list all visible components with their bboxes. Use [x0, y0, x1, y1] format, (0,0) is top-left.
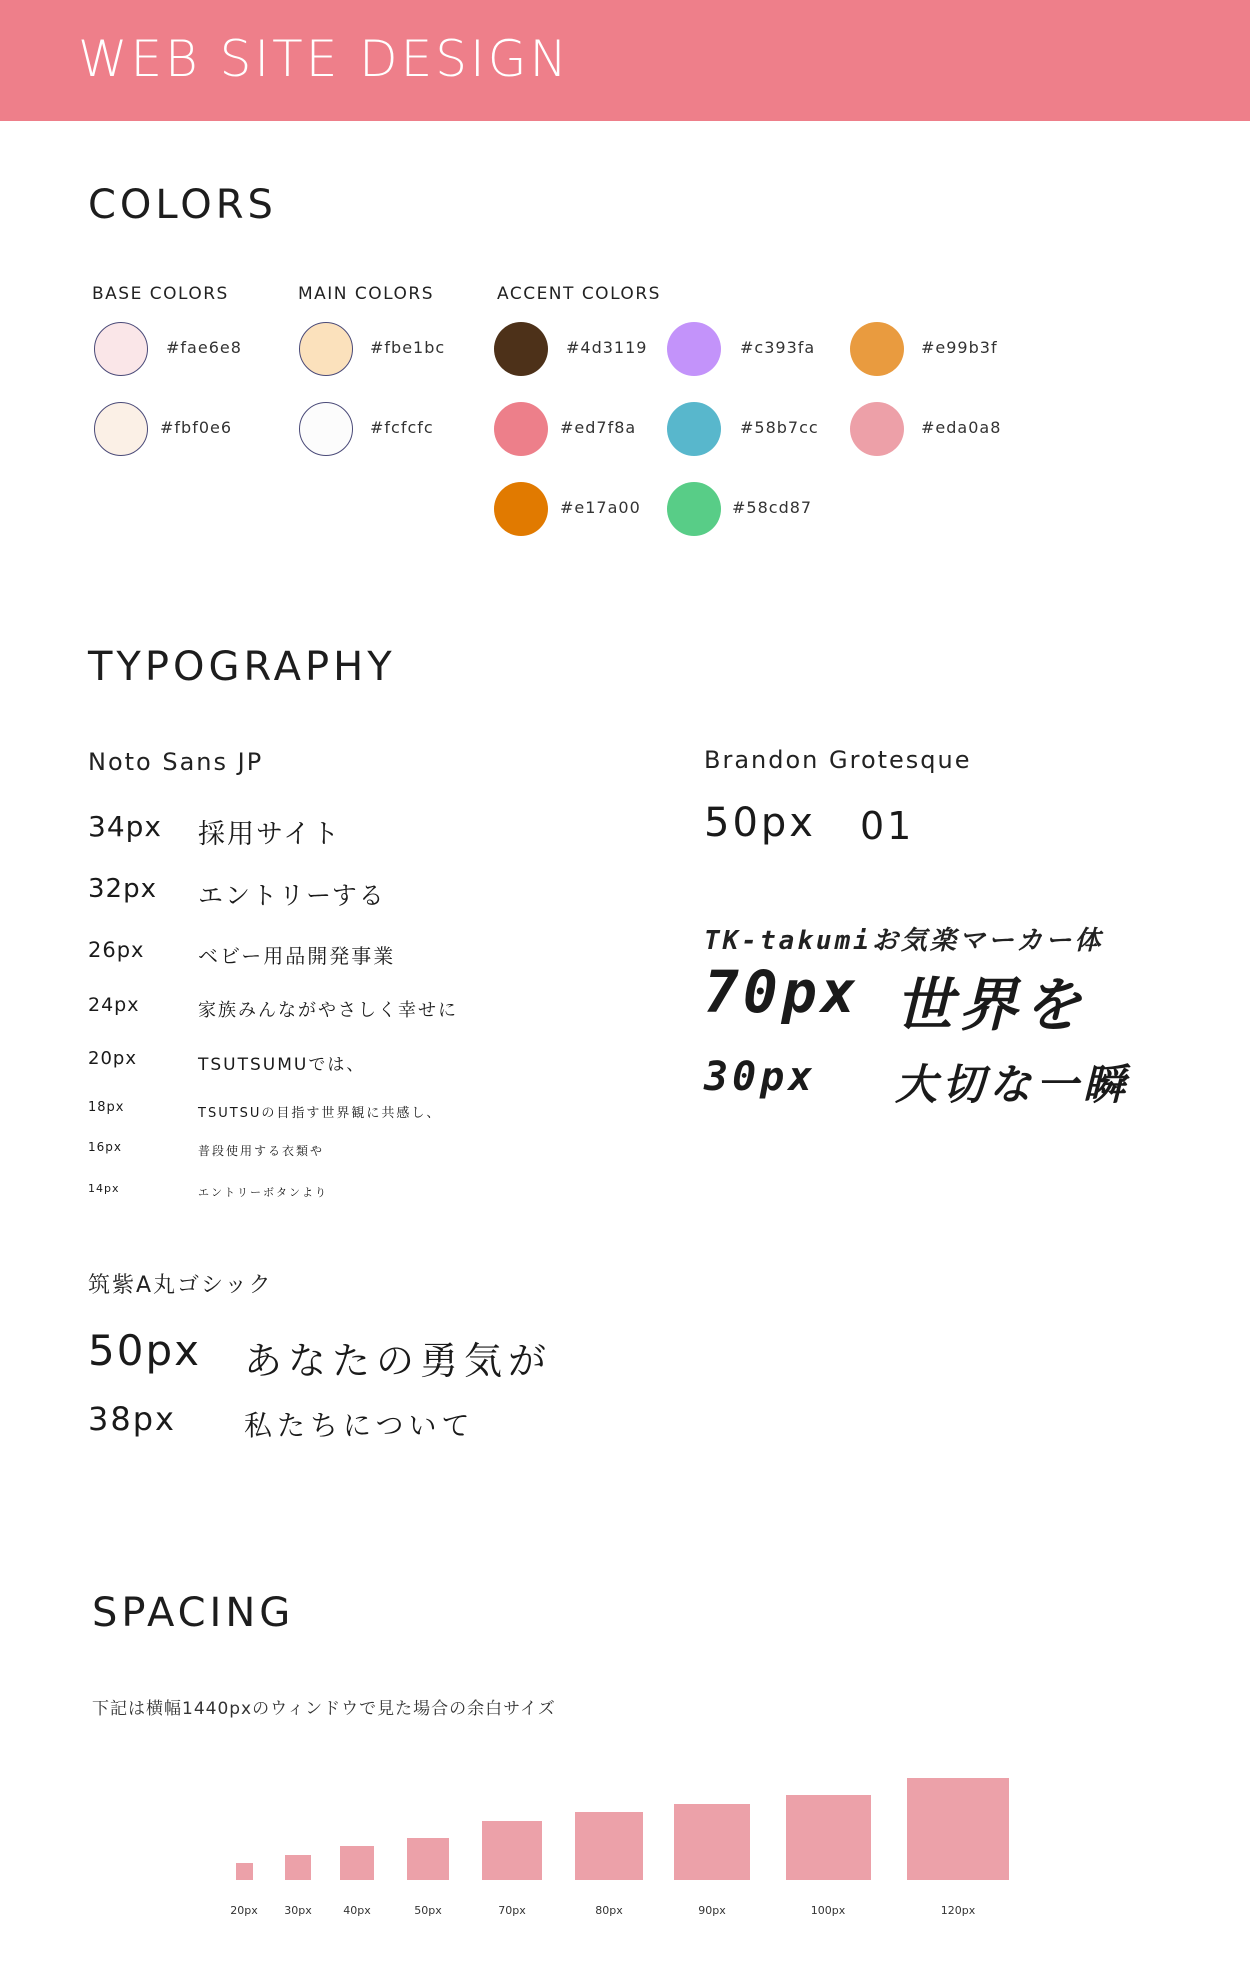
accent-color-swatch: [494, 322, 548, 376]
noto-size-label: 34px: [88, 810, 162, 843]
spacing-bar-label: 50px: [414, 1904, 442, 1917]
main-colors-label: MAIN COLORS: [298, 284, 435, 304]
noto-size-label: 18px: [88, 1100, 125, 1115]
tk-font-name: TK-takumiお気楽マーカー体: [704, 926, 1104, 956]
noto-size-label: 14px: [88, 1182, 120, 1195]
main-color-hex: #fbe1bc: [370, 338, 446, 357]
spacing-bar: [236, 1863, 253, 1880]
accent-color-swatch: [494, 402, 548, 456]
accent-color-hex: #c393fa: [740, 338, 816, 357]
accent-color-swatch: [667, 322, 721, 376]
base-color-hex: #fae6e8: [166, 338, 242, 357]
spacing-bar: [674, 1804, 751, 1881]
spacing-bar: [407, 1838, 450, 1881]
header-bar: [0, 0, 1250, 121]
spacing-bar: [575, 1812, 643, 1880]
noto-size-label: 26px: [88, 938, 145, 962]
accent-color-hex: #58cd87: [732, 498, 813, 517]
noto-sample-text: 普段使用する衣類や: [198, 1144, 325, 1158]
accent-color-swatch: [494, 482, 548, 536]
noto-size-label: 32px: [88, 874, 157, 904]
noto-sample-text: 家族みんながやさしく幸せに: [198, 1000, 458, 1021]
accent-color-swatch: [850, 322, 904, 376]
spacing-bar-label: 40px: [343, 1904, 371, 1917]
noto-sample-text: ベビー用品開発事業: [198, 944, 396, 968]
tk-size-label-1: 70px: [704, 958, 860, 1026]
spacing-bar-label: 120px: [940, 1904, 976, 1917]
tsukushi-font-name: 筑紫A丸ゴシック: [88, 1273, 273, 1298]
noto-size-label: 16px: [88, 1140, 122, 1154]
base-color-swatch: [94, 402, 148, 456]
tsukushi-sample-1: あなたの勇気が: [244, 1339, 553, 1383]
accent-color-swatch: [667, 482, 721, 536]
tsukushi-size-label-2: 38px: [88, 1400, 176, 1438]
spacing-bar: [482, 1821, 542, 1881]
tk-sample-2: 大切な一瞬: [895, 1060, 1131, 1109]
tk-sample-1: 世界を: [895, 971, 1088, 1039]
main-color-hex: #fcfcfc: [370, 418, 434, 437]
colors-section-title: COLORS: [88, 182, 277, 228]
accent-color-hex: #4d3119: [566, 338, 648, 357]
base-color-swatch: [94, 322, 148, 376]
accent-color-hex: #ed7f8a: [560, 418, 637, 437]
brandon-size-label: 50px: [704, 800, 816, 846]
noto-sample-text: エントリーボタンより: [198, 1186, 328, 1199]
brandon-sample: 01: [860, 804, 915, 848]
typography-section-title: TYPOGRAPHY: [88, 644, 396, 690]
noto-sample-text: 採用サイト: [198, 819, 342, 850]
tk-size-label-2: 30px: [704, 1054, 817, 1100]
spacing-section-title: SPACING: [92, 1590, 295, 1636]
spacing-bar-label: 20px: [230, 1904, 258, 1917]
accent-color-hex: #58b7cc: [740, 418, 819, 437]
spacing-bar: [907, 1778, 1009, 1880]
brandon-font-name: Brandon Grotesque: [704, 746, 972, 774]
spacing-bar-label: 70px: [498, 1904, 526, 1917]
spacing-bar: [340, 1846, 374, 1880]
spacing-bar-label: 30px: [284, 1904, 312, 1917]
accent-colors-label: ACCENT COLORS: [497, 284, 661, 304]
spacing-bar-label: 80px: [595, 1904, 623, 1917]
spacing-bar: [786, 1795, 871, 1880]
spacing-note: 下記は横幅1440pxのウィンドウで見た場合の余白サイズ: [92, 1699, 556, 1719]
tsukushi-size-label-1: 50px: [88, 1326, 201, 1375]
accent-color-swatch: [850, 402, 904, 456]
accent-color-hex: #e17a00: [560, 498, 641, 517]
noto-size-label: 20px: [88, 1048, 137, 1069]
main-color-swatch: [299, 322, 353, 376]
main-color-swatch: [299, 402, 353, 456]
base-color-hex: #fbf0e6: [160, 418, 233, 437]
noto-sample-text: TSUTSUMUでは、: [198, 1055, 366, 1075]
accent-color-swatch: [667, 402, 721, 456]
accent-color-hex: #e99b3f: [921, 338, 998, 357]
noto-size-label: 24px: [88, 994, 140, 1016]
noto-sample-text: エントリーする: [198, 881, 386, 910]
noto-font-name: Noto Sans JP: [88, 748, 264, 776]
accent-color-hex: #eda0a8: [921, 418, 1002, 437]
page-title: WEB SITE DESIGN: [78, 30, 570, 88]
noto-sample-text: TSUTSUの目指す世界観に共感し、: [198, 1106, 442, 1121]
spacing-bar-label: 90px: [698, 1904, 726, 1917]
tsukushi-sample-2: 私たちについて: [244, 1409, 475, 1442]
base-colors-label: BASE COLORS: [92, 284, 229, 304]
spacing-bar-label: 100px: [810, 1904, 846, 1917]
spacing-bar: [285, 1855, 311, 1881]
